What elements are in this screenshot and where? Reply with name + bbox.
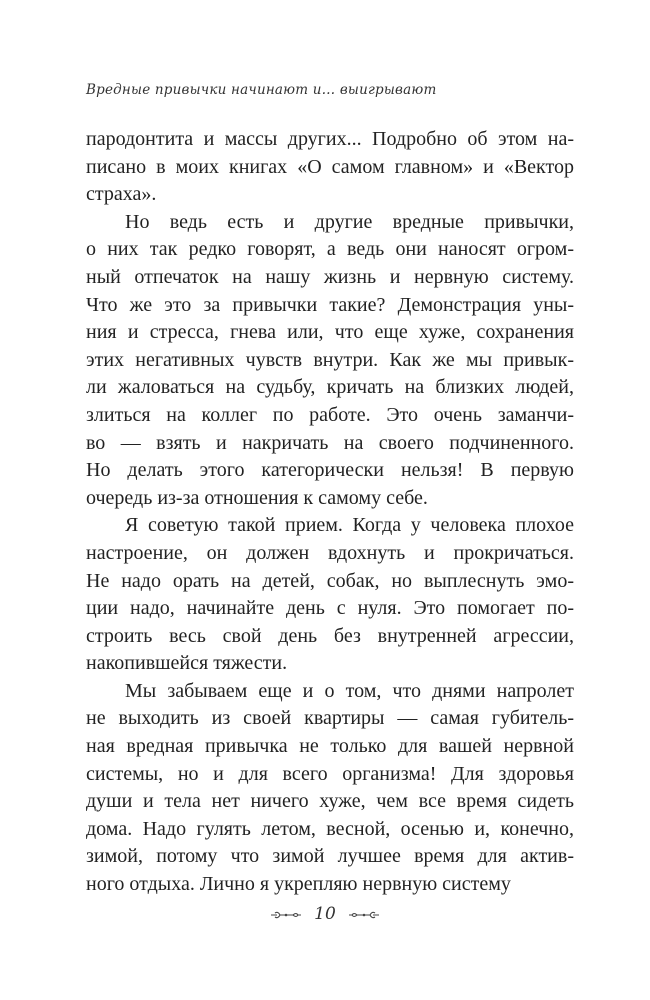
text-line: накопившейся тяжести. xyxy=(86,652,288,675)
text-line: злиться на коллег по работе. Это очень заманчи- xyxy=(86,403,574,426)
flourish-ornament-icon xyxy=(347,905,381,925)
text-line: Но ведь есть и другие вредные привычки, xyxy=(125,210,574,233)
text-line: ного отдыха. Лично я укрепляю нервную систему xyxy=(86,873,511,896)
text-line: зимой, потому что зимой лучшее время для актив- xyxy=(86,845,574,868)
text-line: настроение, он должен вдохнуть и прокричаться. xyxy=(86,541,574,564)
text-line: ции надо, начинайте день с нуля. Это помогает по- xyxy=(86,597,574,620)
text-line: писано в моих книгах «О самом главном» и «Вектор xyxy=(86,155,574,178)
text-line: Что же это за привычки такие? Демонстрация уны- xyxy=(86,293,574,316)
text-line: строить весь свой день без внутренней агрессии, xyxy=(86,624,574,647)
page-footer xyxy=(0,904,650,925)
text-line: ния и стресса, гнева или, что еще хуже, сохранения xyxy=(86,321,574,344)
text-line: ный отпечаток на нашу жизнь и нервную систему. xyxy=(86,265,574,288)
text-line: Я советую такой прием. Когда у человека плохое xyxy=(125,514,574,537)
text-line: Но делать этого категорически нельзя! В первую xyxy=(86,459,574,482)
text-line: не выходить из своей квартиры — самая губитель- xyxy=(86,707,574,730)
paragraph xyxy=(86,512,574,678)
text-line: очередь из-за отношения к самому себе. xyxy=(86,486,428,509)
text-line: ли жаловаться на судьбу, кричать на близких людей, xyxy=(86,376,574,399)
paragraph xyxy=(86,678,574,899)
paragraph xyxy=(86,209,574,513)
flourish-ornament-icon xyxy=(269,905,303,925)
text-line: во — взять и накричать на своего подчиненного. xyxy=(86,431,574,454)
text-line: Не надо орать на детей, собак, но выплеснуть эмо- xyxy=(86,569,574,592)
text-line: Мы забываем еще и о том, что днями напролет xyxy=(125,679,574,702)
text-line: ная вредная привычка не только для вашей нервной xyxy=(86,735,574,758)
paragraph xyxy=(86,126,574,209)
text-line: страха». xyxy=(86,183,157,206)
text-line: этих негативных чувств внутри. Как же мы привык- xyxy=(86,348,574,371)
text-line: дома. Надо гулять летом, весной, осенью и, конечно, xyxy=(86,817,574,840)
text-line: души и тела нет ничего хуже, чем все время сидеть xyxy=(86,790,574,813)
text-line: пародонтита и массы других... Подробно об этом на- xyxy=(86,128,574,150)
text-line: о них так редко говорят, а ведь они наносят огром- xyxy=(86,238,574,261)
page-number: 10 xyxy=(314,904,336,924)
body-text xyxy=(86,126,574,899)
running-head: Вредные привычки начинают и… выигрывают xyxy=(86,82,437,98)
text-line: системы, но и для всего организма! Для здоровья xyxy=(86,762,574,785)
